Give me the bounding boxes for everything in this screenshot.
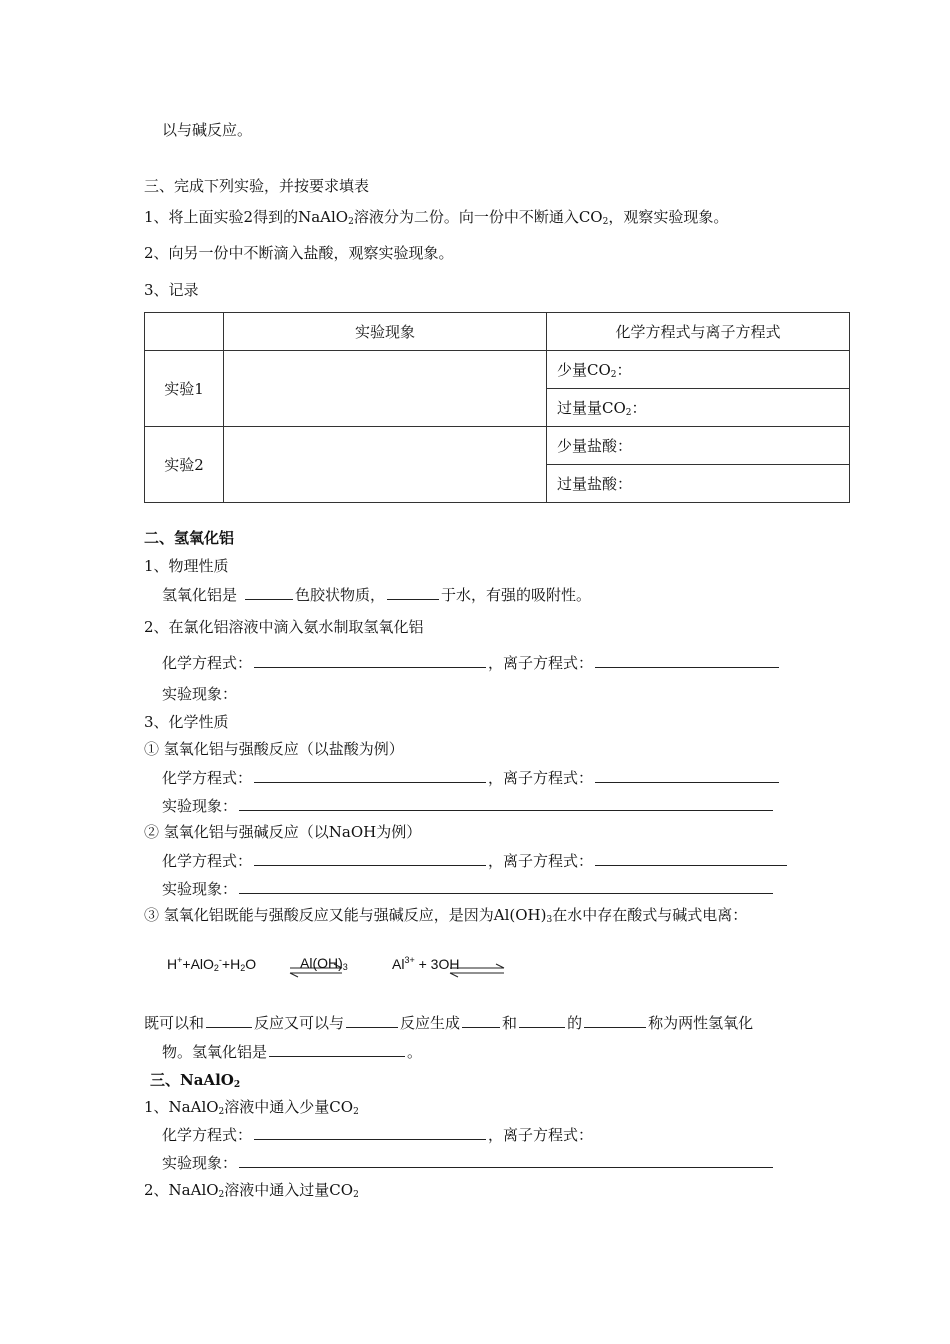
prep-phenomenon: 实验现象： [162,685,238,703]
summary-blank-2[interactable] [346,1012,398,1028]
base-ion-eq-blank[interactable] [595,850,787,866]
summary-blank-5[interactable] [584,1012,646,1028]
amphoteric-line: ③ 氢氧化铝既能与强酸反应又能与强碱反应，是因为$Al(OH)_3$在水中存在酸式与碱式电离： [144,906,748,925]
ionization-left: $H^++AlO_2^-+H_2O$ [167,955,257,973]
continued-line: 以与碱反应。 [162,121,253,139]
prep-chem-eq-blank[interactable] [254,652,486,668]
row1-excess-co2-cell[interactable]: 过量量$CO_2$： [547,389,850,427]
base-equation-line: 化学方程式： ，离子方程式： [162,850,789,871]
row1-phenomenon-cell[interactable] [224,351,547,427]
naalo2-phenomenon-blank[interactable] [239,1152,773,1168]
acid-phenomenon-line: 实验现象： [162,795,775,816]
row1-small-co2-cell[interactable]: 少量$CO_2$： [547,351,850,389]
amphoteric-summary-2: 物。氢氧化铝是 。 [162,1043,423,1061]
naalo2-chem-eq-blank[interactable] [254,1124,486,1140]
experiment-step-2: 2、向另一份中不断滴入盐酸，观察实验现象。 [144,244,454,262]
equilibrium-arrow-right-icon [446,962,510,982]
color-blank[interactable] [245,584,293,600]
naalo2-item-2: 2、NaAlO$_2$溶液中通入过量$CO_2$ [144,1181,359,1200]
header-phenomenon: 实验现象 [224,313,547,351]
prep-equation-line: 化学方程式： ，离子方程式： [162,652,781,673]
amphoteric-summary-1: 既可以和 反应又可以与 反应生成 和 的 称为两性氢氧化 [144,1014,754,1032]
prep-title: 2、在氯化铝溶液中滴入氨水制取氢氧化铝 [144,618,424,636]
row1-label: 实验1 [145,351,224,427]
naalo2-phenomenon-line: 实验现象： [162,1152,775,1173]
summary-blank-1[interactable] [206,1012,252,1028]
prep-ion-eq-blank[interactable] [595,652,779,668]
experiment-heading: 三、完成下列实验，并按要求填表 [144,177,370,195]
summary-blank-6[interactable] [269,1041,405,1057]
ionization-middle: $Al(OH)_3$ [300,955,348,972]
summary-blank-3[interactable] [462,1012,500,1028]
naalo2-heading: 三、NaAlO$_2$ [150,1071,241,1090]
naalo2-equation-line: 化学方程式： ，离子方程式： [162,1126,594,1144]
experiment-step-3: 3、记录 [144,281,199,299]
base-chem-eq-blank[interactable] [254,850,486,866]
acid-title: ① 氢氧化铝与强酸反应（以盐酸为例） [144,740,404,758]
acid-ion-eq-blank[interactable] [595,767,779,783]
naalo2-item-1: 1、NaAlO$_2$溶液中通入少量$CO_2$ [144,1098,359,1117]
physical-line: 氢氧化铝是 色胶状物质， 于水，有强的吸附性。 [162,586,592,604]
row2-small-hcl-cell[interactable]: 少量盐酸： [547,427,850,465]
solubility-blank[interactable] [387,584,439,600]
chem-title: 3、化学性质 [144,713,229,731]
summary-blank-4[interactable] [519,1012,565,1028]
record-table [144,312,850,503]
row2-phenomenon-cell[interactable] [224,427,547,503]
row2-excess-hcl-cell[interactable]: 过量盐酸： [547,465,850,503]
base-title: ② 氢氧化铝与强碱反应（以NaOH为例） [144,823,422,841]
acid-chem-eq-blank[interactable] [254,767,486,783]
experiment-step-1: 1、将上面实验2得到的NaAlO$_2$溶液分为二份。向一份中不断通入$CO_2$，观察实验现象。 [144,208,729,227]
base-phenomenon-blank[interactable] [239,878,773,894]
base-phenomenon-line: 实验现象： [162,878,775,899]
row2-label: 实验2 [145,427,224,503]
acid-phenomenon-blank[interactable] [239,795,773,811]
ionization-right: $Al^{3+} + 3OH$ [392,955,460,972]
acid-equation-line: 化学方程式： ，离子方程式： [162,767,781,788]
aloh3-heading: 二、氢氧化铝 [144,529,235,547]
physical-title: 1、物理性质 [144,557,229,575]
header-equation: 化学方程式与离子方程式 [547,313,850,351]
table-corner [145,313,224,351]
